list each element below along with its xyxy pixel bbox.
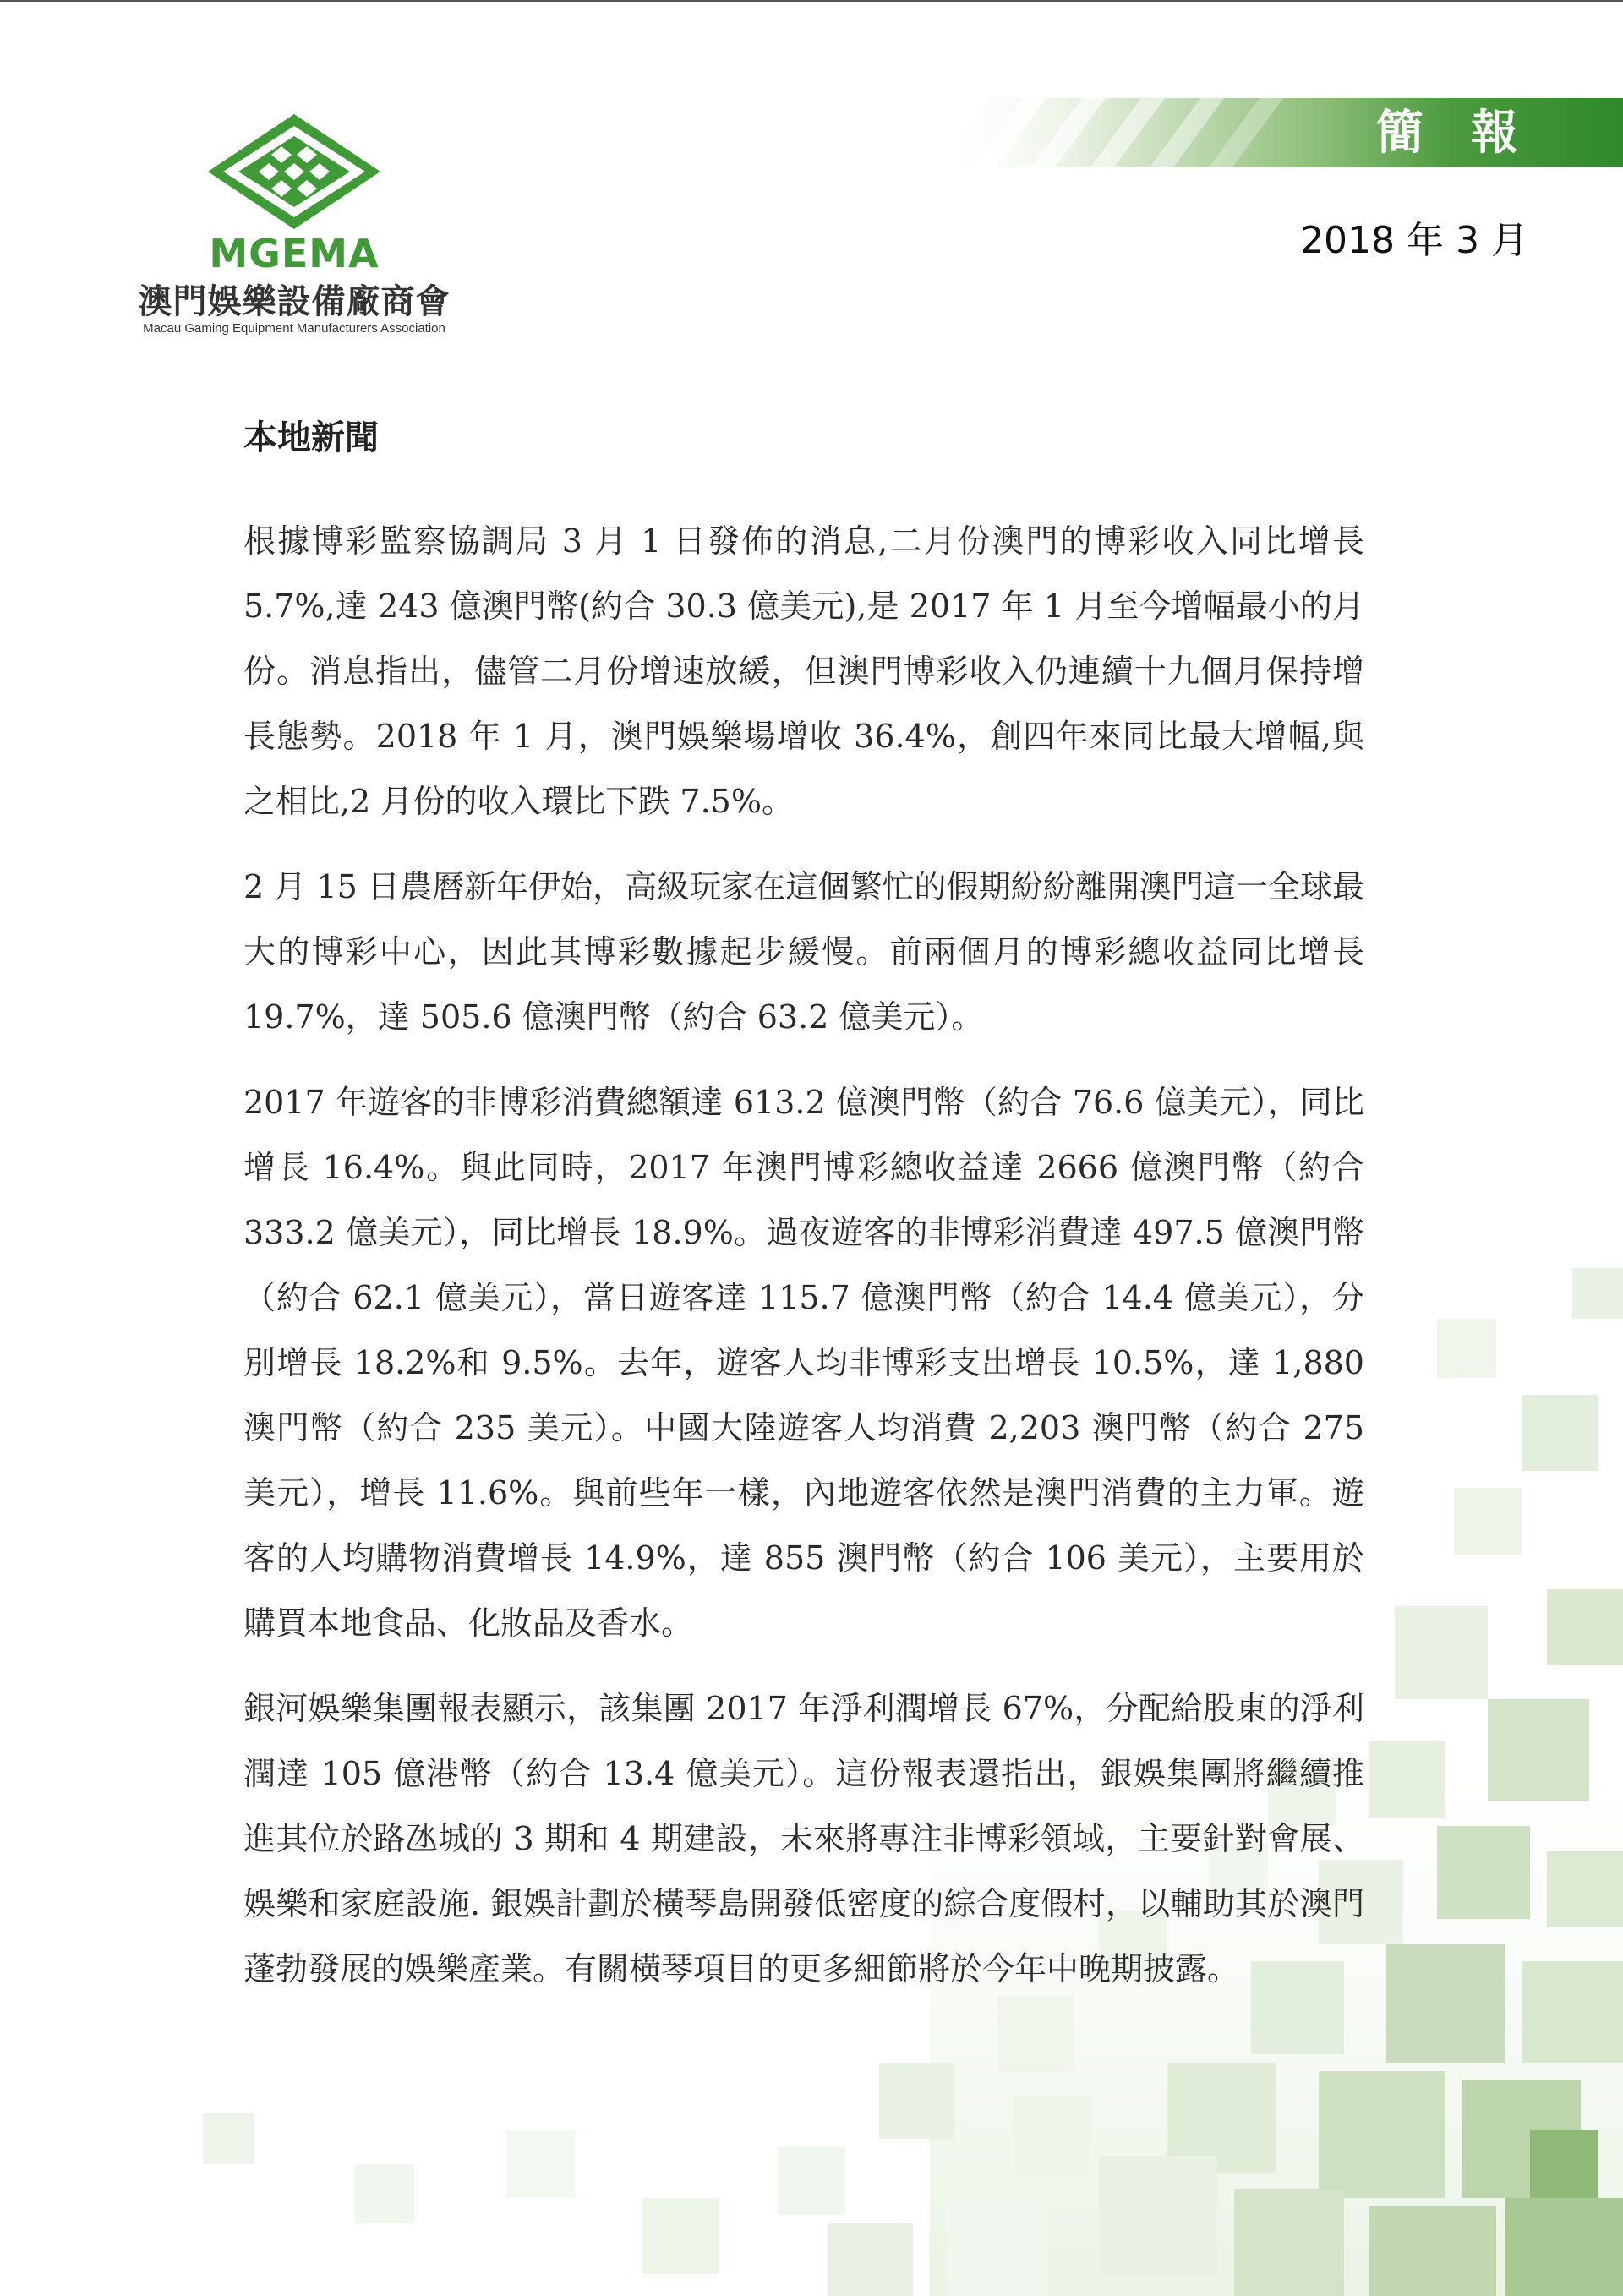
logo-chinese-name: 澳門娛樂設備廠商會 xyxy=(138,282,451,321)
logo-english-name: Macau Gaming Equipment Manufacturers Association xyxy=(143,321,445,336)
paragraph: 2 月 15 日農曆新年伊始，高級玩家在這個繁忙的假期紛紛離開澳門這一全球最大的博彩中心，因此其博彩數據起步緩慢。前兩個月的博彩總收益同比增長 19.7%，達 505.6 億澳門幣（約合 63.2 億美元）。 xyxy=(243,868,1364,1036)
diamond-logo-icon xyxy=(208,114,380,229)
paragraph: 2017 年遊客的非博彩消費總額達 613.2 億澳門幣（約合 76.6 億美元），同比增長 16.4%。與此同時，2017 年澳門博彩總收益達 2666 億澳門幣（約合 333.2 億美元），同比增長 18.9%。過夜遊客的非博彩消費達 497.5 億澳門幣（約合 62.1 億美元），當日遊客達 115.7 億澳門幣（約合 14.4 億美元），分別增長 18.2%和 9.5%。去年，遊客人均非博彩支出增長 10.5%，達 1,880 澳門幣（約合 235 美元）。中國大陸遊客人均消費 2,203 澳門幣（約合 275 美元），增長 11.6%。與前些年一樣，內地遊客依然是澳門消費的主力軍。遊客的人均購物消費增長 14.9%，達 855 澳門幣（約合 106 美元），主要用於購買本地食品、化妝品及香水。 xyxy=(243,1084,1364,1642)
paragraph: 銀河娛樂集團報表顯示，該集團 2017 年淨利潤增長 67%，分配給股東的淨利潤達 105 億港幣（約合 13.4 億美元）。這份報表還指出，銀娛集團將繼續推進其位於路氹城的 3 期和 4 期建設，未來將專注非博彩領域，主要針對會展、娛樂和家庭設施. 銀娛計劃於橫琴島開發低密度的綜合度假村，以輔助其於澳門蓬勃發展的娛樂產業。有關橫琴項目的更多細節將於今年中晚期披露。 xyxy=(243,1690,1364,1987)
paragraph: 根據博彩監察協調局 3 月 1 日發佈的消息,二月份澳門的博彩收入同比增長 5.7%,達 243 億澳門幣(約合 30.3 億美元),是 2017 年 1 月至今增幅最小的月份。消息指出，儘管二月份增速放緩，但澳門博彩收入仍連續十九個月保持增長態勢。2018 年 1 月，澳門娛樂場增收 36.4%，創四年來同比最大增幅,與之相比,2 月份的收入環比下跌 7.5%。 xyxy=(243,522,1364,820)
main-content xyxy=(243,413,1364,2022)
mgema-logo xyxy=(117,114,472,342)
banner-title: 簡報 xyxy=(1376,106,1566,161)
issue-date: 2018 年 3 月 xyxy=(1300,219,1528,262)
section-title: 本地新聞 xyxy=(243,418,379,457)
logo-abbreviation: MGEMA xyxy=(209,231,380,276)
